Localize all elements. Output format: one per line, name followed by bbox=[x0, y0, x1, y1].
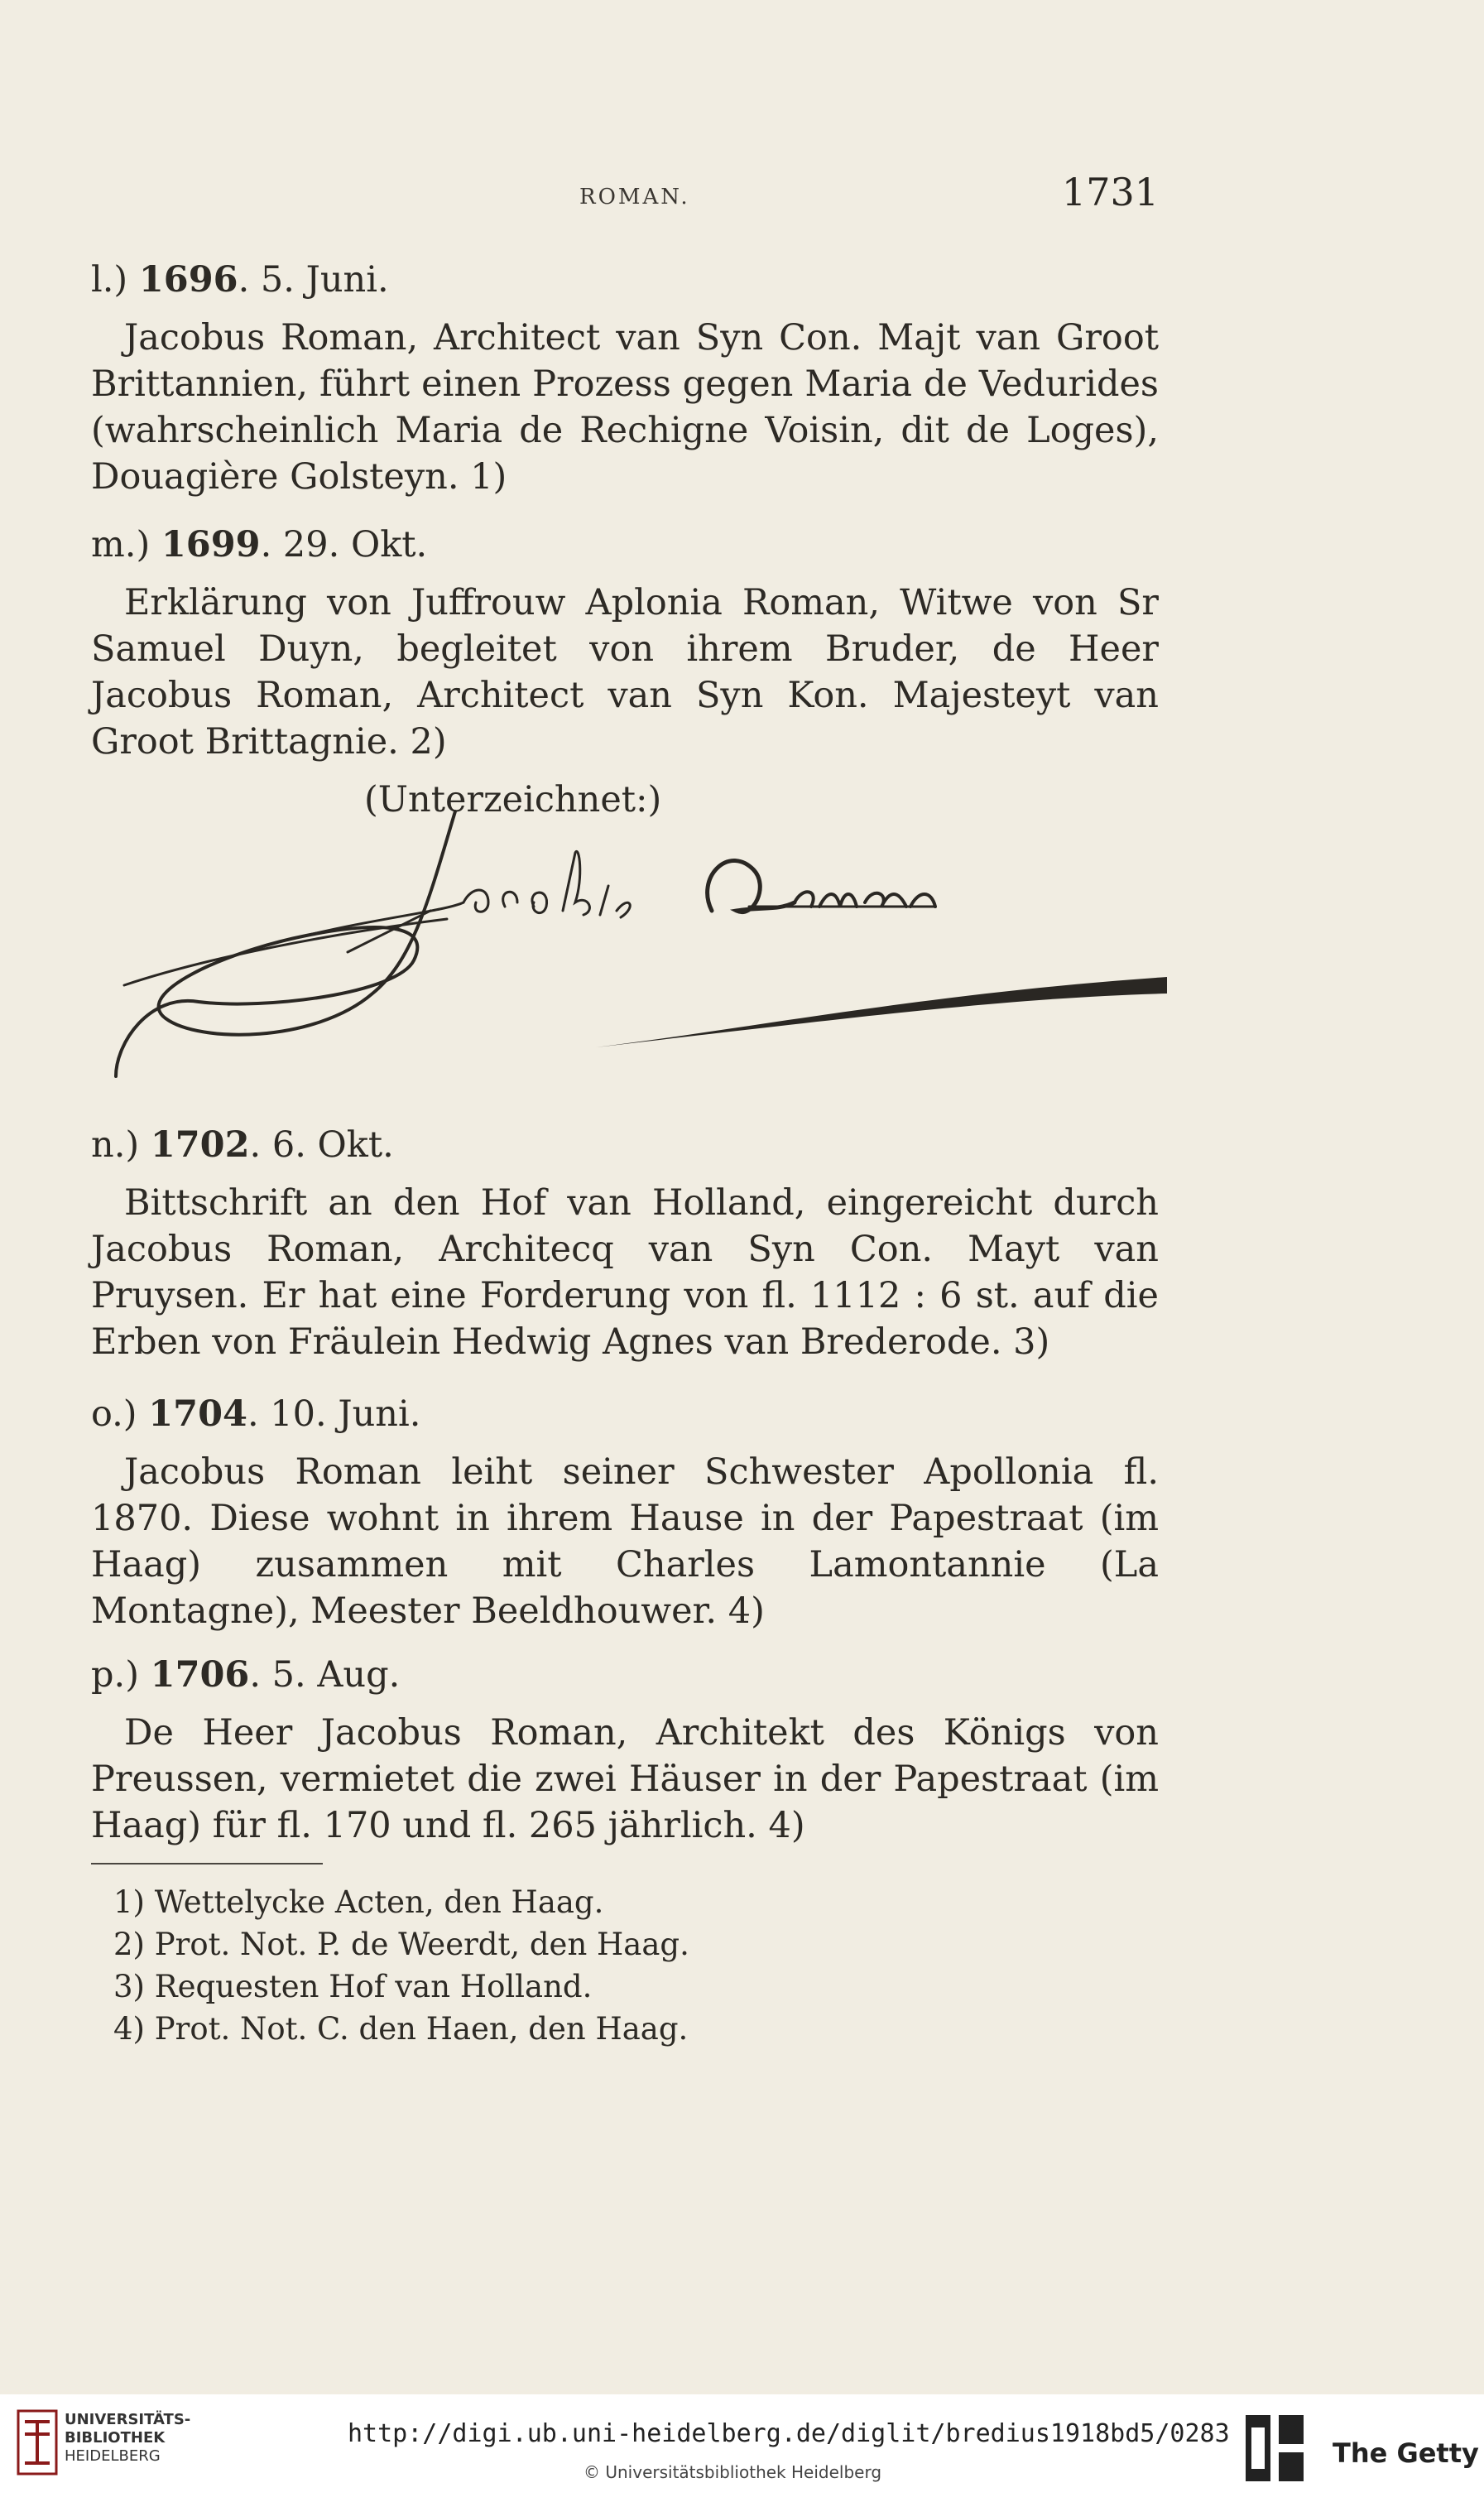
entry-heading bbox=[91, 257, 1159, 303]
footnotes bbox=[113, 1881, 689, 2050]
entry-year: 1706 bbox=[150, 1654, 250, 1696]
footnote: 3) Requesten Hof van Holland. bbox=[113, 1969, 593, 2004]
entry-paragraph: Bittschrift an den Hof van Holland, eingereicht durch Jacobus Roman, Architecq van Syn Con. Mayt van Pruysen. Er hat eine Forderung von fl. 1112 : 6 st. auf die Erben von Fräulein Hedwig Agnes van Brederode. 3) bbox=[91, 1182, 1159, 1363]
permalink-url[interactable]: http://digi.ub.uni-heidelberg.de/diglit/bredius1918bd5/0283 bbox=[348, 2419, 1230, 2448]
entry-n bbox=[91, 1122, 1159, 1365]
library-name: UNIVERSITÄTS- BIBLIOTHEK HEIDELBERG bbox=[65, 2411, 191, 2465]
entry-label: m.) bbox=[91, 524, 151, 565]
entry-date: . 5. Juni. bbox=[238, 259, 389, 301]
entry-label: n.) bbox=[91, 1124, 140, 1166]
getty-logo-icon bbox=[1241, 2411, 1308, 2489]
entry-label: p.) bbox=[91, 1654, 139, 1696]
entry-heading bbox=[91, 1122, 1159, 1168]
entry-o bbox=[91, 1391, 1159, 1634]
entry-heading bbox=[91, 522, 1159, 568]
entry-label: o.) bbox=[91, 1393, 137, 1435]
footnote: 2) Prot. Not. P. de Weerdt, den Haag. bbox=[113, 1927, 689, 1962]
viewer-footer bbox=[0, 2394, 1484, 2502]
signature-image bbox=[99, 795, 1175, 1109]
entry-paragraph: Jacobus Roman, Architect van Syn Con. Majt van Groot Brittannien, führt einen Prozess gegen Maria de Vedurides (wahrscheinlich Maria de Rechigne Voisin, dit de Loges), Douagière Golsteyn. 1) bbox=[91, 317, 1159, 498]
signed-label: (Unterzeichnet:) bbox=[364, 779, 662, 820]
entry-heading bbox=[91, 1391, 1159, 1437]
copyright-notice: © Universitätsbibliothek Heidelberg bbox=[584, 2462, 882, 2482]
entry-label: l.) bbox=[91, 259, 128, 301]
page-header bbox=[91, 170, 1159, 219]
entry-year: 1699 bbox=[161, 524, 261, 565]
footnote: 4) Prot. Not. C. den Haen, den Haag. bbox=[113, 2011, 689, 2047]
entry-heading bbox=[91, 1652, 1159, 1698]
entry-p bbox=[91, 1652, 1159, 1849]
library-seal-icon bbox=[17, 2409, 58, 2479]
entry-paragraph: De Heer Jacobus Roman, Architekt des Königs von Preussen, vermietet die zwei Häuser in der Papestraat (im Haag) für fl. 170 und fl. 265 jährlich. 4) bbox=[91, 1712, 1159, 1846]
entry-date: . 6. Okt. bbox=[249, 1124, 394, 1166]
entry-date: . 5. Aug. bbox=[249, 1654, 401, 1696]
entry-year: 1704 bbox=[148, 1393, 247, 1435]
entry-year: 1696 bbox=[138, 259, 238, 301]
footnote: 1) Wettelycke Acten, den Haag. bbox=[113, 1884, 604, 1920]
entry-paragraph: Jacobus Roman leiht seiner Schwester Apollonia fl. 1870. Diese wohnt in ihrem Hause in der Papestraat (im Haag) zusammen mit Charles Lamontannie (La Montagne), Meester Beeldhouwer. 4) bbox=[91, 1451, 1159, 1632]
page-number: 1731 bbox=[1061, 170, 1159, 214]
entry-l bbox=[91, 257, 1159, 500]
getty-name: The Getty bbox=[1333, 2437, 1479, 2469]
entry-date: . 29. Okt. bbox=[260, 524, 428, 565]
running-title: ROMAN. bbox=[579, 185, 690, 209]
entry-year: 1702 bbox=[150, 1124, 250, 1166]
entry-date: . 10. Juni. bbox=[247, 1393, 421, 1435]
entry-paragraph: Erklärung von Juffrouw Aplonia Roman, Witwe von Sr Samuel Duyn, begleitet von ihrem Bruder, de Heer Jacobus Roman, Architect van Syn Kon. Majesteyt van Groot Brittagnie. 2) bbox=[91, 582, 1159, 763]
footnote-divider bbox=[91, 1863, 323, 1864]
entry-m bbox=[91, 522, 1159, 823]
